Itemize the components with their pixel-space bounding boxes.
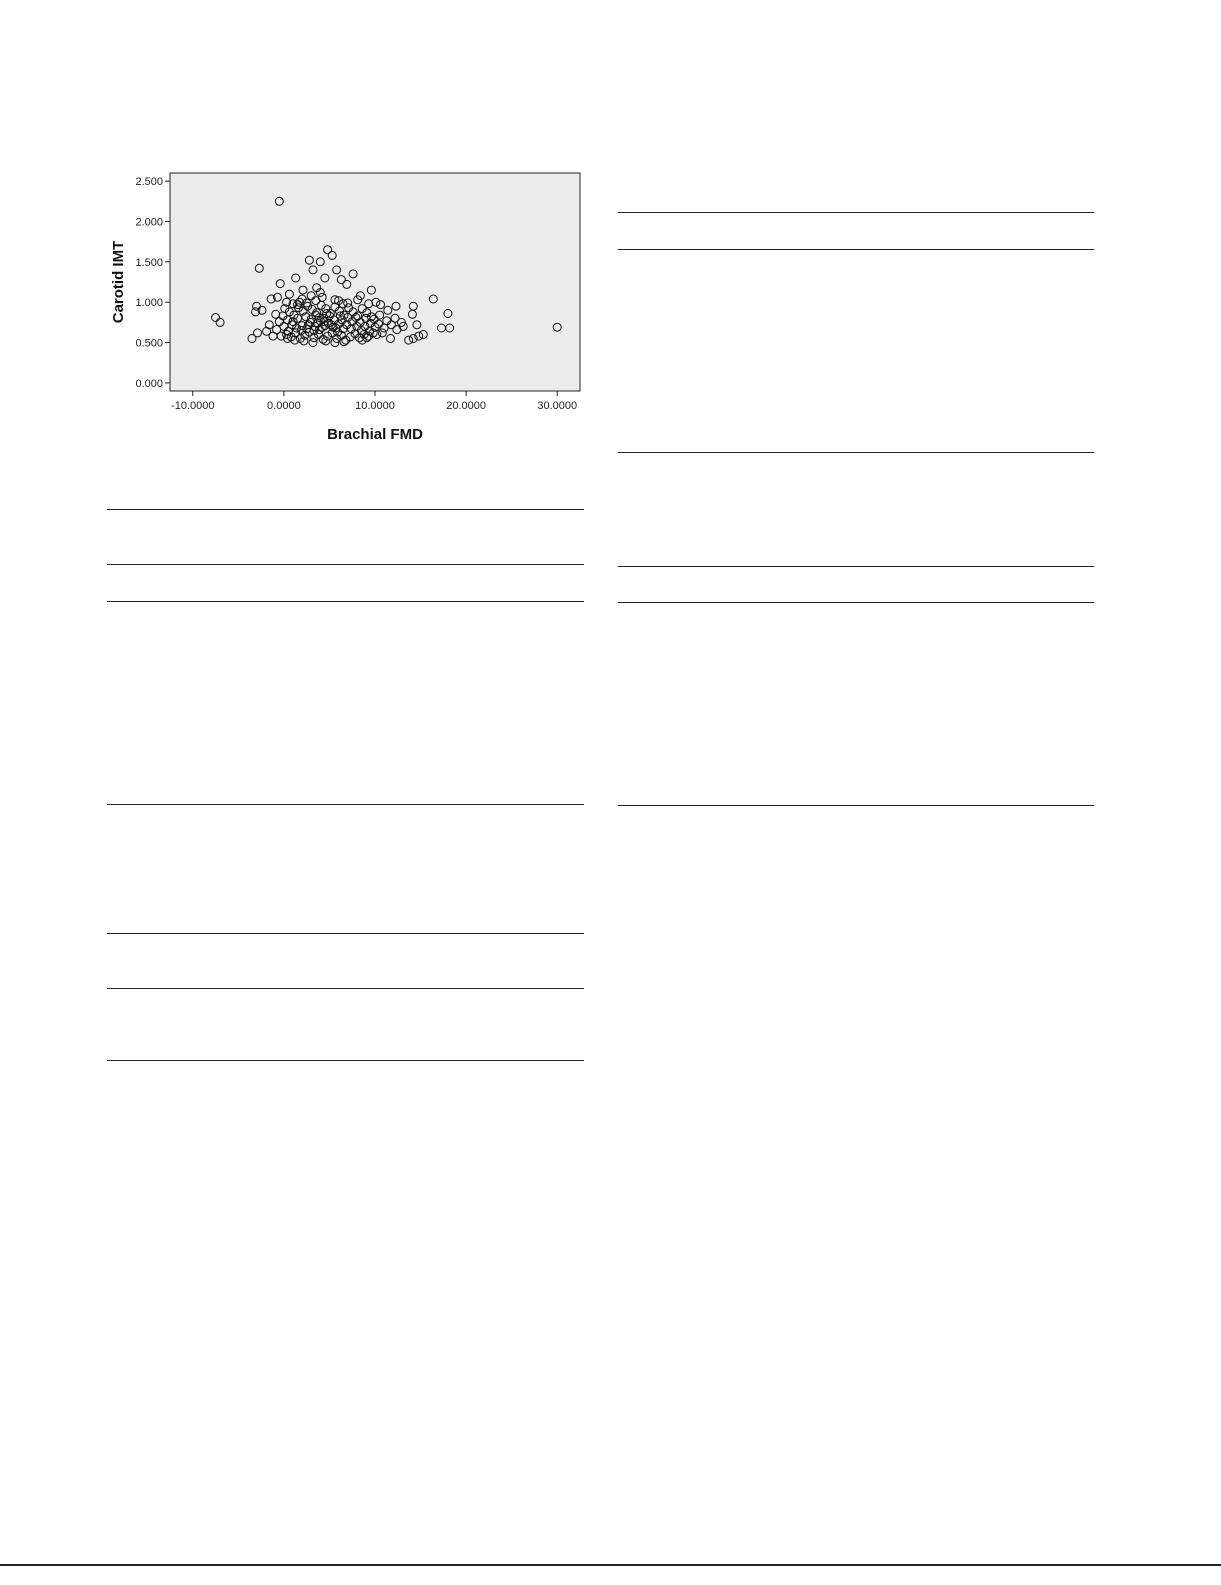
table-rule bbox=[107, 564, 584, 565]
table-rule bbox=[107, 509, 584, 510]
y-tick-label: 0.000 bbox=[135, 377, 163, 390]
table-rule bbox=[618, 249, 1094, 250]
table-rule bbox=[107, 601, 584, 602]
table-rule bbox=[107, 804, 584, 805]
y-tick-label: 1.500 bbox=[135, 256, 163, 269]
plot-area bbox=[170, 173, 580, 391]
table-rule bbox=[618, 212, 1094, 213]
y-tick-label: 1.000 bbox=[135, 297, 163, 310]
table-rule bbox=[618, 452, 1094, 453]
y-tick-label: 2.500 bbox=[135, 176, 163, 189]
table-rule bbox=[107, 1060, 584, 1061]
x-tick-label: 0.0000 bbox=[267, 400, 301, 412]
x-tick-label: 30.0000 bbox=[537, 400, 578, 412]
y-tick-label: 2.000 bbox=[135, 216, 163, 229]
page-bottom-rule bbox=[0, 1564, 1221, 1566]
y-axis bbox=[135, 176, 170, 390]
x-axis-title: Brachial FMD bbox=[327, 426, 423, 443]
table-rule bbox=[107, 933, 584, 934]
table-rule bbox=[618, 602, 1094, 603]
table-rule bbox=[618, 566, 1094, 567]
y-tick-label: 0.500 bbox=[135, 337, 163, 350]
x-axis bbox=[171, 391, 577, 412]
x-tick-label: 20.0000 bbox=[446, 400, 486, 412]
x-tick-label: 10.0000 bbox=[355, 400, 395, 412]
y-axis-title: Carotid IMT bbox=[110, 240, 127, 324]
table-rule bbox=[107, 988, 584, 989]
scatter-plot bbox=[100, 165, 595, 455]
table-rule bbox=[618, 805, 1094, 806]
x-tick-label: -10.0000 bbox=[171, 400, 215, 412]
